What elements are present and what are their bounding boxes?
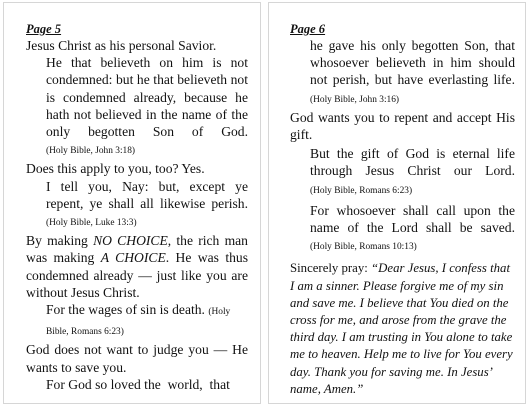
verse-romans-6-23-wages-text: For the wages of sin is death.: [46, 302, 205, 318]
page-six: [268, 2, 526, 404]
page-five-content: [26, 23, 248, 393]
ref-john-3-18: (Holy Bible, John 3:18): [46, 146, 136, 157]
ref-romans-10-13: (Holy Bible, Romans 10:13): [310, 242, 417, 253]
verse-john-3-18: [26, 54, 248, 160]
page-five-label: Page 5: [26, 22, 62, 36]
verse-romans-6-23-gift: [290, 145, 515, 200]
verse-john-3-16: [290, 37, 515, 109]
choice-part-2: , the rich man was making: [26, 233, 248, 266]
choice-part-1: By making: [26, 233, 94, 249]
verse-romans-6-23-wages: [26, 301, 248, 341]
verse-john-3-16-text: he gave his only begotten Son, that whosoever believeth in him should not perish, but have everlasting life.: [310, 38, 515, 88]
page-six-content: [290, 23, 515, 398]
page-six-label: Page 6: [290, 22, 326, 36]
question-line: Does this apply to you, too? Yes.: [26, 161, 205, 177]
ref-john-3-16: (Holy Bible, John 3:16): [310, 94, 400, 105]
choice-part-3: . He was thus condemned already — just like you are without Jesus Christ.: [26, 250, 248, 300]
choice-em-a-choice: A CHOICE: [100, 250, 166, 266]
ref-romans-6-23-wages: (Holy Bible, Romans 6:23): [46, 307, 231, 338]
choice-em-no-choice: NO CHOICE: [93, 233, 168, 249]
prayer-lead: Sincerely pray:: [290, 261, 372, 276]
ref-luke-13-3: (Holy Bible, Luke 13:3): [46, 218, 137, 229]
intro-line: Jesus Christ as his personal Savior.: [26, 38, 217, 53]
choice-paragraph: [26, 232, 248, 301]
verse-romans-10-13-text: For whosoever shall call upon the name of the Lord shall be saved.: [310, 202, 515, 236]
verse-john-3-18-text: He that believeth on him is not condemned: but he that believeth not is condemned already, because he hath not believed in the name of the only begotten Son of God.: [46, 55, 248, 140]
verse-luke-13-3-text: I tell you, Nay: but, except ye repent, ye shall all likewise perish.: [46, 178, 248, 211]
not-judge-line: God does not want to judge you — He wants to save you.: [26, 342, 248, 375]
ref-romans-6-23-gift: (Holy Bible, Romans 6:23): [310, 185, 413, 196]
prayer-text: “Dear Jesus, I confess that I am a sinner. Please forgive me of my sin and save me. I believe that You died on the cross for me, and arose from the grave the third day. I am trusting in You alone to take me to heaven. Help me to live for You every day. Thank you for saving me. In Jesus’ name, Amen.”: [290, 261, 513, 396]
page-five: [3, 2, 261, 404]
repent-line: God wants you to repent and accept His gift.: [290, 109, 515, 143]
verse-luke-13-3: [26, 178, 248, 233]
verse-john-3-16-start: For God so loved the world, that: [46, 376, 230, 392]
prayer-paragraph: [290, 260, 515, 398]
verse-romans-6-23-gift-text: But the gift of God is eternal life through Jesus Christ our Lord.: [310, 146, 515, 179]
verse-romans-10-13: [290, 202, 515, 257]
